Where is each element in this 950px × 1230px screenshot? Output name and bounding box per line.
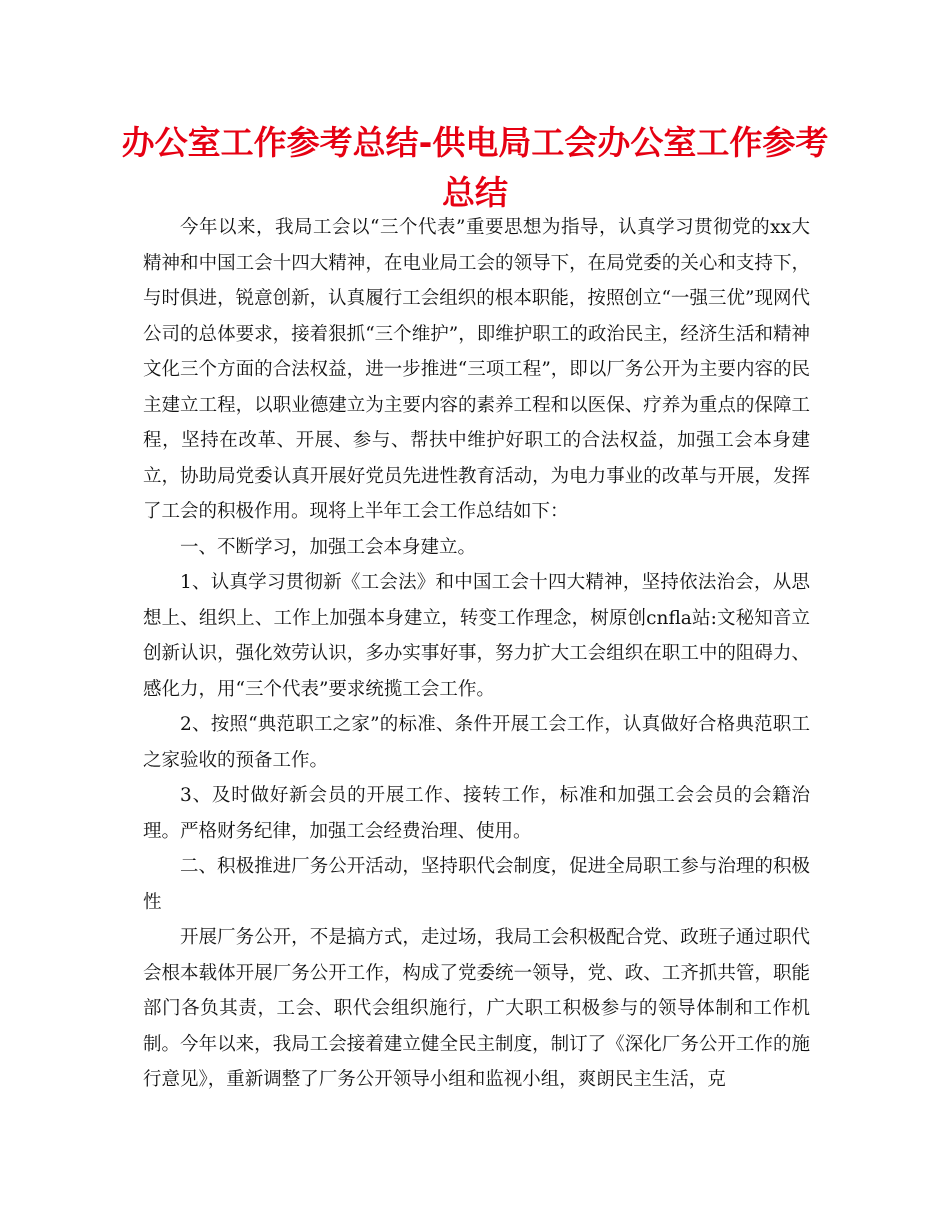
section-heading-1: 一、不断学习，加强工会本身建立。 (180, 536, 477, 558)
paragraph-section-2: 开展厂务公开，不是搞方式，走过场，我局工会积极配合党、政班子通过职代会根本载体开展厂务公开工作，构成了党委统一领导，党、政、工齐抓共管，职能部门各负其责，工会、职代会组织施行，广大职工积极参与的领导体制和工作机制。今年以来，我局工会接着建立健全民主制度，制订了《深化厂务公开工作的施行意见》，重新调整了厂务公开领导小组和监视小组，爽朗民主生活，克 (143, 927, 810, 1090)
page-title: 办公室工作参考总结-供电局工会办公室工作参考总结 (121, 123, 829, 212)
section-heading-2: 二、积极推进厂务公开活动，坚持职代会制度，促进全局职工参与治理的积极性 (143, 856, 810, 913)
paragraph-item-3: 3、及时做好新会员的开展工作、接转工作，标准和加强工会会员的会籍治理。严格财务纪律，加强工会经费治理、使用。 (143, 785, 810, 842)
paragraph-item-1: 1、认真学习贯彻新《工会法》和中国工会十四大精神，坚持依法治会，从思想上、组织上、工作上加强本身建立，转变工作理念，树原创cnfla站:文秘知音立创新认识，强化效劳认识，多办实事好事，努力扩大工会组织在职工中的阻碍力、感化力，用“三个代表”要求统揽工会工作。 (143, 572, 810, 700)
paragraph-item-2: 2、按照“典范职工之家”的标准、条件开展工会工作，认真做好合格典范职工之家验收的预备工作。 (143, 714, 810, 771)
document-body (143, 210, 810, 1098)
paragraph-intro: 今年以来，我局工会以“三个代表”重要思想为指导，认真学习贯彻党的xx大精神和中国工会十四大精神，在电业局工会的领导下，在局党委的关心和支持下，与时俱进，锐意创新，认真履行工会组织的根本职能，按照创立“一强三优”现网代公司的总体要求，接着狠抓“三个维护”，即维护职工的政治民主，经济生活和精神文化三个方面的合法权益，进一步推进“三项工程”，即以厂务公开为主要内容的民主建立工程，以职业德建立为主要内容的素养工程和以医保、疗养为重点的保障工程，坚持在改革、开展、参与、帮扶中维护好职工的合法权益，加强工会本身建立，协助局党委认真开展好党员先进性教育活动，为电力事业的改革与开展，发挥了工会的积极作用。现将上半年工会工作总结如下： (143, 217, 810, 522)
